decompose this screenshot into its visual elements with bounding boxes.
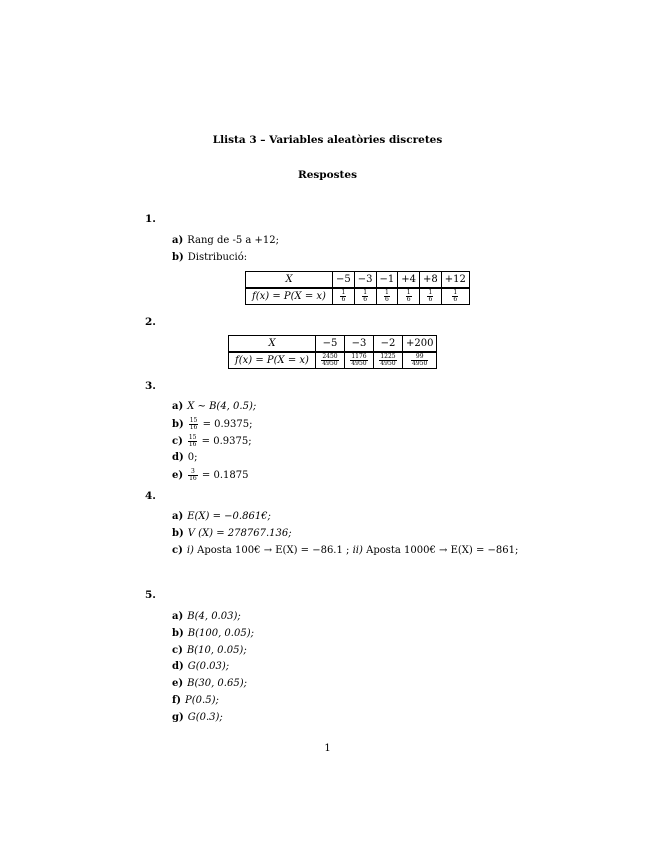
item-text: 0; <box>187 452 198 463</box>
sub-text-i: Aposta 100€ → E(X) = −86.1 ; <box>197 545 350 556</box>
item-text: B(30, 0.65); <box>187 678 247 689</box>
page-title: Llista 3 – Variables aleatòries discretes <box>212 134 443 146</box>
item-text: G(0.03); <box>187 661 230 672</box>
value-cell: +8 <box>420 272 442 288</box>
value-cell: +200 <box>403 336 437 352</box>
item-text: = 0.9375; <box>201 436 252 447</box>
q3-item-a <box>172 401 256 413</box>
sub-text-ii: Aposta 1000€ → E(X) = −861; <box>366 545 519 556</box>
question-2-number: 2. <box>145 316 156 328</box>
item-text: V (X) = 278767.136; <box>187 528 292 539</box>
sub-label-ii: ii) <box>352 545 363 556</box>
item-text: P(0.5); <box>185 695 219 706</box>
item-text: X ∼ B(4, 0.5); <box>187 401 257 412</box>
question-4-number: 4. <box>145 490 156 502</box>
prob-cell: $\frac{99}{4950}$ <box>403 353 437 369</box>
question-1-number: 1. <box>145 213 156 225</box>
value-cell: −5 <box>333 272 355 288</box>
prob-cell: $\frac{1}{6}$ <box>441 289 469 305</box>
q5-item-f <box>172 695 219 707</box>
sub-label-i: i) <box>186 545 194 556</box>
table-row-x <box>246 272 470 288</box>
f-header-cell: f(x) = P(X = x) <box>246 289 333 305</box>
item-label: a) <box>172 611 184 622</box>
prob-cell: $\frac{1176}{4950}$ <box>345 353 374 369</box>
item-text: E(X) = −0.861€; <box>187 511 271 522</box>
item-text: G(0.3); <box>187 712 223 723</box>
item-label: c) <box>172 436 183 447</box>
prob-cell: $\frac{1}{6}$ <box>333 289 355 305</box>
q3-item-b: b) $\frac{15}{16}$ = 0.9375; <box>172 417 253 431</box>
value-cell: +12 <box>441 272 469 288</box>
page-subtitle: Respostes <box>297 169 358 181</box>
prob-cell: $\frac{1}{6}$ <box>398 289 420 305</box>
q5-item-d <box>172 661 229 673</box>
question-5-number: 5. <box>145 589 156 601</box>
value-cell: +4 <box>398 272 420 288</box>
prob-cell: $\frac{1}{6}$ <box>376 289 398 305</box>
item-text: = 0.1875 <box>201 470 249 481</box>
item-label: c) <box>172 545 183 556</box>
table-row-x <box>229 336 437 352</box>
item-text: B(10, 0.05); <box>186 645 247 656</box>
prob-cell: $\frac{1225}{4950}$ <box>374 353 403 369</box>
item-label: b) <box>172 419 184 430</box>
item-label: a) <box>172 235 184 246</box>
item-label: e) <box>172 470 184 481</box>
q4-item-b <box>172 528 292 540</box>
value-cell: −2 <box>374 336 403 352</box>
value-cell: −3 <box>354 272 376 288</box>
item-text: = 0.9375; <box>202 419 253 430</box>
prob-cell: $\frac{1}{6}$ <box>354 289 376 305</box>
item-label: d) <box>172 661 184 672</box>
q3-item-e: e) $\frac{3}{16}$ = 0.1875 <box>172 468 249 482</box>
item-label: g) <box>172 712 184 723</box>
q5-item-g <box>172 712 223 724</box>
item-label: a) <box>172 401 184 412</box>
q1-distribution-table <box>245 271 470 305</box>
item-label: e) <box>172 678 184 689</box>
f-header-cell: f(x) = P(X = x) <box>229 353 316 369</box>
q5-item-c <box>172 645 247 657</box>
item-text: B(4, 0.03); <box>187 611 241 622</box>
value-cell: −5 <box>316 336 345 352</box>
item-label: f) <box>172 695 182 706</box>
question-3-number: 3. <box>145 380 156 392</box>
q1-item-a <box>172 235 279 247</box>
x-header-cell: X <box>246 272 333 288</box>
item-label: b) <box>172 252 184 263</box>
page-number: 1 <box>324 743 331 754</box>
prob-cell: $\frac{2450}{4950}$ <box>316 353 345 369</box>
item-text: B(100, 0.05); <box>187 628 254 639</box>
item-label: b) <box>172 628 184 639</box>
q5-item-e <box>172 678 247 690</box>
q3-item-c: c) $\frac{15}{16}$ = 0.9375; <box>172 434 252 448</box>
value-cell: −1 <box>376 272 398 288</box>
value-cell: −3 <box>345 336 374 352</box>
x-header-cell: X <box>229 336 316 352</box>
prob-cell: $\frac{1}{6}$ <box>420 289 442 305</box>
item-label: b) <box>172 528 184 539</box>
q4-item-c <box>172 545 518 557</box>
table-row-prob <box>246 289 470 305</box>
q2-distribution-table <box>228 335 437 369</box>
q3-item-d <box>172 452 197 464</box>
q5-item-b <box>172 628 254 640</box>
item-text: Distribució: <box>187 252 248 263</box>
item-label: d) <box>172 452 184 463</box>
item-text: Rang de -5 a +12; <box>187 235 279 246</box>
table-row-prob <box>229 353 437 369</box>
q5-item-a <box>172 611 241 623</box>
item-label: a) <box>172 511 184 522</box>
item-label: c) <box>172 645 183 656</box>
q1-item-b <box>172 252 247 264</box>
q4-item-a <box>172 511 271 523</box>
